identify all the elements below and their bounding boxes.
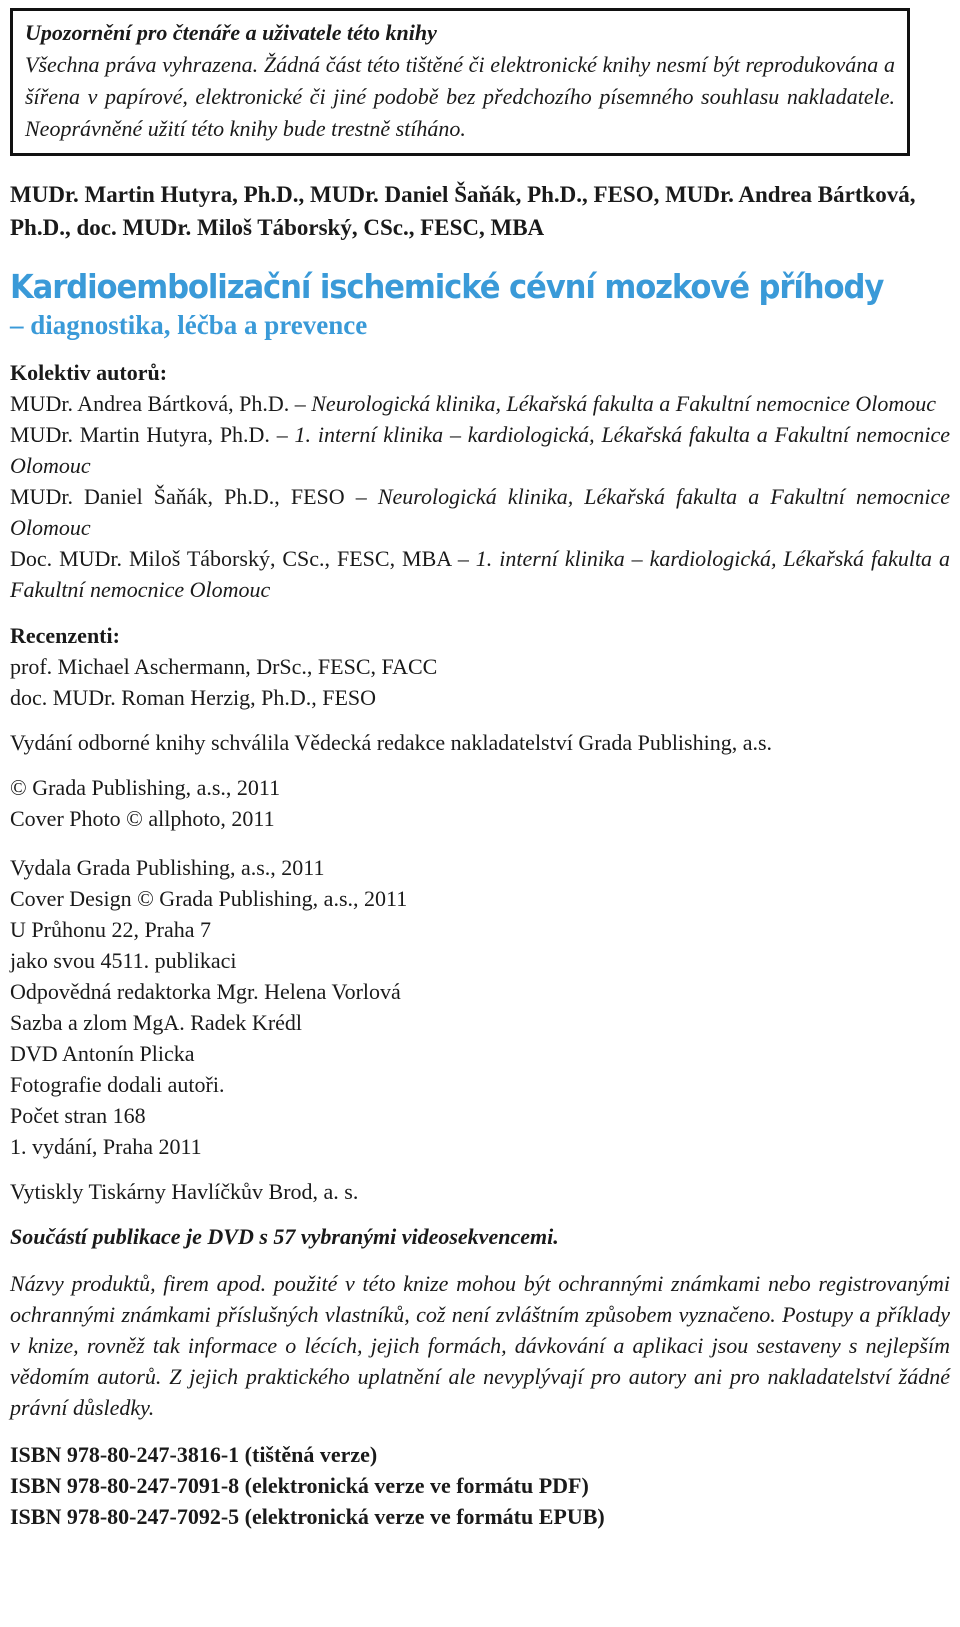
contributor-affiliation: Neurologická klinika, Lékařská fakulta a Fakultní nemocnice Olomouc bbox=[10, 484, 951, 540]
isbn-block bbox=[10, 1439, 950, 1532]
reviewers-label: Recenzenti: bbox=[10, 623, 120, 648]
imprint-line: 1. vydání, Praha 2011 bbox=[10, 1134, 202, 1159]
book-authors: MUDr. Martin Hutyra, Ph.D., MUDr. Daniel Šaňák, Ph.D., FESO, MUDr. Andrea Bártková, Ph.D., doc. MUDr. Miloš Táborský, CSc., FESC, MBA bbox=[10, 182, 916, 240]
copyright-block bbox=[10, 772, 950, 834]
contributor-affiliation: 1. interní klinika – kardiologická, Lékařská fakulta a Fakultní nemocnice Olomouc bbox=[10, 546, 950, 602]
imprint-line: Cover Design © Grada Publishing, a.s., 2011 bbox=[10, 886, 408, 911]
copyright-line: Cover Photo © allphoto, 2011 bbox=[10, 806, 275, 831]
contributor-entry bbox=[10, 388, 950, 419]
printer-statement: Vytiskly Tiskárny Havlíčkův Brod, a. s. bbox=[10, 1179, 359, 1204]
approval-statement: Vydání odborné knihy schválila Vědecká redakce nakladatelství Grada Publishing, a.s. bbox=[10, 730, 773, 755]
isbn-line: ISBN 978-80-247-7091-8 (elektronická verze ve formátu PDF) bbox=[10, 1473, 589, 1498]
reviewer-name: prof. Michael Aschermann, DrSc., FESC, FACC bbox=[10, 654, 438, 679]
isbn-line: ISBN 978-80-247-3816-1 (tištěná verze) bbox=[10, 1442, 378, 1467]
imprint-block bbox=[10, 852, 950, 1162]
imprint-line: Odpovědná redaktorka Mgr. Helena Vorlová bbox=[10, 979, 401, 1004]
contributor-name: MUDr. Daniel Šaňák, Ph.D., FESO – bbox=[10, 484, 378, 509]
imprint-line: Fotografie dodali autoři. bbox=[10, 1072, 225, 1097]
imprint-line: Počet stran 168 bbox=[10, 1103, 146, 1128]
notice-text: Všechna práva vyhrazena. Žádná část této tištěné či elektronické knihy nesmí být reprodukována a šířena v papírové, elektronické či jiné podobě bez předchozího písemného souhlasu nakladatele. Neoprávněné užití této knihy bude trestně stíháno. bbox=[25, 52, 895, 141]
isbn-line: ISBN 978-80-247-7092-5 (elektronická verze ve formátu EPUB) bbox=[10, 1504, 605, 1529]
imprint-line: Vydala Grada Publishing, a.s., 2011 bbox=[10, 855, 325, 880]
copyright-line: © Grada Publishing, a.s., 2011 bbox=[10, 775, 281, 800]
contributor-name: MUDr. Andrea Bártková, Ph.D. – bbox=[10, 391, 312, 416]
dvd-note: Součástí publikace je DVD s 57 vybranými videosekvencemi. bbox=[10, 1224, 559, 1249]
contributor-affiliation: 1. interní klinika – kardiologická, Lékařská fakulta a Fakultní nemocnice Olomouc bbox=[10, 422, 950, 478]
copyright-page bbox=[10, 8, 950, 1532]
contributor-name: Doc. MUDr. Miloš Táborský, CSc., FESC, MBA – bbox=[10, 546, 476, 571]
contributor-name: MUDr. Martin Hutyra, Ph.D. – bbox=[10, 422, 295, 447]
imprint-line: Sazba a zlom MgA. Radek Krédl bbox=[10, 1010, 303, 1035]
contributor-entry bbox=[10, 419, 950, 481]
contributor-entry bbox=[10, 481, 950, 543]
imprint-line: DVD Antonín Plicka bbox=[10, 1041, 195, 1066]
reviewer-name: doc. MUDr. Roman Herzig, Ph.D., FESO bbox=[10, 685, 377, 710]
contributor-affiliation: Neurologická klinika, Lékařská fakulta a Fakultní nemocnice Olomouc bbox=[311, 391, 937, 416]
imprint-line: jako svou 4511. publikaci bbox=[10, 948, 237, 973]
reader-notice-box bbox=[10, 8, 910, 156]
imprint-line: U Průhonu 22, Praha 7 bbox=[10, 917, 212, 942]
notice-title: Upozornění pro čtenáře a uživatele této knihy bbox=[25, 20, 437, 45]
collective-label: Kolektiv autorů: bbox=[10, 360, 168, 385]
book-title: Kardioembolizační ischemické cévní mozkové příhody bbox=[10, 267, 884, 306]
legal-disclaimer: Názvy produktů, firem apod. použité v této knize mohou být ochrannými známkami nebo registrovanými ochrannými známkami příslušných vlastníků, což není zvláštním způsobem vyznačeno. Postupy a příklady v knize, rovněž tak informace o lécích, jejich formách, dávkování a aplikaci jsou sestaveny s nejlepším vědomím autorů. Z jejich praktického uplatnění ale nevyplývají pro autory ani pro nakladatelství žádné právní důsledky. bbox=[10, 1271, 950, 1420]
book-subtitle: – diagnostika, léčba a prevence bbox=[10, 310, 368, 340]
contributor-entry bbox=[10, 543, 950, 605]
